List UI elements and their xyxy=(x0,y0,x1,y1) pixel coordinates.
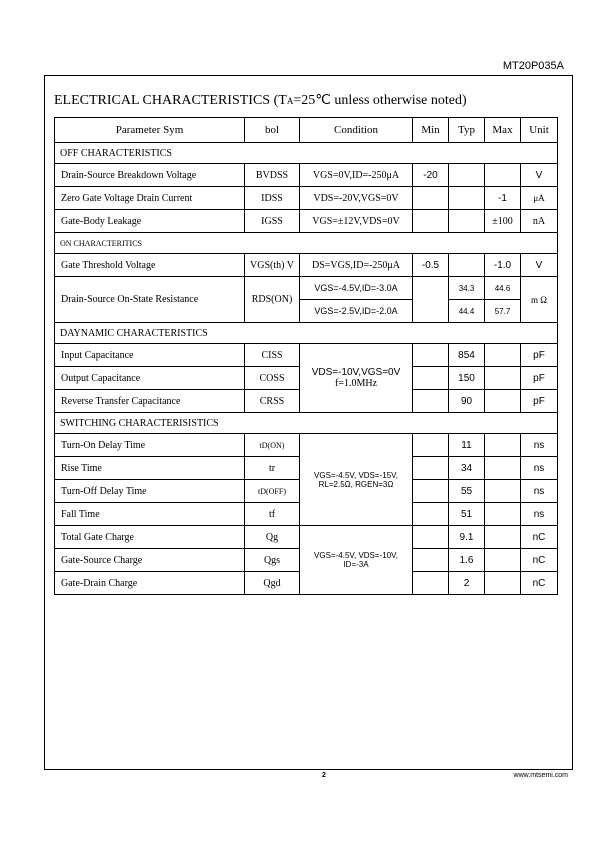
website-url: www.mtsemi.com xyxy=(513,772,568,779)
cond-vgsth: DS=VGS,ID=-250μA xyxy=(300,254,413,277)
section-dynamic: DAYNAMIC CHARACTERISTICS xyxy=(55,323,558,344)
sym-tr: tr xyxy=(245,457,300,480)
sym-vgsth: VGS(th) V xyxy=(245,254,300,277)
unit-qg: nC xyxy=(521,526,558,549)
table-row xyxy=(55,344,558,367)
max-rdson-1: 44.6 xyxy=(485,277,521,300)
unit-crss: pF xyxy=(521,390,558,413)
cond-charge xyxy=(300,526,413,595)
unit-ciss: pF xyxy=(521,344,558,367)
sym-ciss: CISS xyxy=(245,344,300,367)
typ-tf: 51 xyxy=(449,503,485,526)
min-crss xyxy=(413,390,449,413)
max-tdoff xyxy=(485,480,521,503)
typ-rdson-1: 34.3 xyxy=(449,277,485,300)
max-vgsth: -1.0 xyxy=(485,254,521,277)
param-idss: Zero Gate Voltage Drain Current xyxy=(55,187,245,210)
section-heading: ELECTRICAL CHARACTERISTICS (TA=25℃ unless otherwise noted) xyxy=(54,93,467,108)
param-bvdss: Drain-Source Breakdown Voltage xyxy=(55,164,245,187)
max-ciss xyxy=(485,344,521,367)
page-number: 2 xyxy=(322,772,326,779)
min-rdson xyxy=(413,277,449,323)
cond-idss: VDS=-20V,VGS=0V xyxy=(300,187,413,210)
min-qgs xyxy=(413,549,449,572)
min-tr xyxy=(413,457,449,480)
unit-vgsth: V xyxy=(521,254,558,277)
typ-idss xyxy=(449,187,485,210)
sym-idss: IDSS xyxy=(245,187,300,210)
table-row xyxy=(55,277,558,300)
param-qgs: Gate-Source Charge xyxy=(55,549,245,572)
max-rdson-2: 57.7 xyxy=(485,300,521,323)
table-row xyxy=(55,164,558,187)
typ-bvdss xyxy=(449,164,485,187)
cond-igss: VGS=±12V,VDS=0V xyxy=(300,210,413,233)
min-tdon xyxy=(413,434,449,457)
section-switching: SWITCHING CHARACTERISISTICS xyxy=(55,413,558,434)
cond-bvdss: VGS=0V,ID=-250μA xyxy=(300,164,413,187)
param-tdon: Turn-On Delay Time xyxy=(55,434,245,457)
electrical-characteristics-table xyxy=(54,117,558,595)
sym-tdon: tD(ON) xyxy=(245,434,300,457)
max-tf xyxy=(485,503,521,526)
param-ciss: Input Capacitance xyxy=(55,344,245,367)
param-crss: Reverse Transfer Capacitance xyxy=(55,390,245,413)
typ-qgs: 1.6 xyxy=(449,549,485,572)
max-igss: ±100 xyxy=(485,210,521,233)
param-coss: Output Capacitance xyxy=(55,367,245,390)
sym-crss: CRSS xyxy=(245,390,300,413)
param-tdoff: Turn-Off Delay Time xyxy=(55,480,245,503)
min-idss xyxy=(413,187,449,210)
typ-coss: 150 xyxy=(449,367,485,390)
max-tr xyxy=(485,457,521,480)
max-idss: -1 xyxy=(485,187,521,210)
table-row xyxy=(55,210,558,233)
col-header-parameter: Parameter Sym xyxy=(55,118,245,143)
max-qgs xyxy=(485,549,521,572)
unit-idss: μA xyxy=(521,187,558,210)
cond-switching-line2: RL=2.5Ω, RGEN=3Ω xyxy=(318,479,394,489)
param-rdson: Drain-Source On-State Resistance xyxy=(55,277,245,323)
max-coss xyxy=(485,367,521,390)
typ-ciss: 854 xyxy=(449,344,485,367)
min-tdoff xyxy=(413,480,449,503)
sym-bvdss: BVDSS xyxy=(245,164,300,187)
table-row xyxy=(55,526,558,549)
typ-tdoff: 55 xyxy=(449,480,485,503)
col-header-condition: Condition xyxy=(300,118,413,143)
min-vgsth: -0.5 xyxy=(413,254,449,277)
max-tdon xyxy=(485,434,521,457)
typ-qg: 9.1 xyxy=(449,526,485,549)
unit-igss: nA xyxy=(521,210,558,233)
min-coss xyxy=(413,367,449,390)
table-header-row xyxy=(55,118,558,143)
sym-tf: tf xyxy=(245,503,300,526)
typ-crss: 90 xyxy=(449,390,485,413)
cond-switching xyxy=(300,434,413,526)
max-qg xyxy=(485,526,521,549)
typ-vgsth xyxy=(449,254,485,277)
col-header-unit: Unit xyxy=(521,118,558,143)
unit-qgd: nC xyxy=(521,572,558,595)
param-qg: Total Gate Charge xyxy=(55,526,245,549)
max-crss xyxy=(485,390,521,413)
min-qgd xyxy=(413,572,449,595)
cond-rdson-2: VGS=-2.5V,ID=-2.0A xyxy=(300,300,413,323)
col-header-typ: Typ xyxy=(449,118,485,143)
param-qgd: Gate-Drain Charge xyxy=(55,572,245,595)
unit-tdon: ns xyxy=(521,434,558,457)
sym-qgd: Qgd xyxy=(245,572,300,595)
sym-qg: Qg xyxy=(245,526,300,549)
param-igss: Gate-Body Leakage xyxy=(55,210,245,233)
part-number: MT20P035A xyxy=(502,60,564,72)
table-row xyxy=(55,187,558,210)
sym-igss: IGSS xyxy=(245,210,300,233)
unit-tf: ns xyxy=(521,503,558,526)
section-on: ON CHARACTERITICS xyxy=(55,233,558,254)
typ-igss xyxy=(449,210,485,233)
cond-switching-line1: VGS=-4.5V, VDS=-15V, xyxy=(314,470,398,480)
table-row xyxy=(55,434,558,457)
unit-qgs: nC xyxy=(521,549,558,572)
col-header-min: Min xyxy=(413,118,449,143)
min-igss xyxy=(413,210,449,233)
max-qgd xyxy=(485,572,521,595)
typ-rdson-2: 44.4 xyxy=(449,300,485,323)
cond-capacitance-line2: f=1.0MHz xyxy=(334,378,378,389)
col-header-symbol: bol xyxy=(245,118,300,143)
min-tf xyxy=(413,503,449,526)
col-header-max: Max xyxy=(485,118,521,143)
cond-charge-line1: VGS=-4.5V, VDS=-10V, xyxy=(314,551,398,560)
max-bvdss xyxy=(485,164,521,187)
param-vgsth: Gate Threshold Voltage xyxy=(55,254,245,277)
sym-tdoff: tD(OFF) xyxy=(245,480,300,503)
typ-qgd: 2 xyxy=(449,572,485,595)
unit-tdoff: ns xyxy=(521,480,558,503)
typ-tr: 34 xyxy=(449,457,485,480)
sym-qgs: Qgs xyxy=(245,549,300,572)
min-bvdss: -20 xyxy=(413,164,449,187)
cond-charge-line2: ID=-3A xyxy=(343,560,369,569)
unit-tr: ns xyxy=(521,457,558,480)
cond-rdson-1: VGS=-4.5V,ID=-3.0A xyxy=(300,277,413,300)
unit-rdson: m Ω xyxy=(521,277,558,323)
min-qg xyxy=(413,526,449,549)
table-row xyxy=(55,254,558,277)
min-ciss xyxy=(413,344,449,367)
cond-capacitance xyxy=(300,344,413,413)
sym-rdson: RDS(ON) xyxy=(245,277,300,323)
unit-bvdss: V xyxy=(521,164,558,187)
param-tf: Fall Time xyxy=(55,503,245,526)
section-off: OFF CHARACTERISTICS xyxy=(55,143,558,164)
cond-capacitance-line1: VDS=-10V,VGS=0V xyxy=(311,367,401,378)
param-tr: Rise Time xyxy=(55,457,245,480)
typ-tdon: 11 xyxy=(449,434,485,457)
unit-coss: pF xyxy=(521,367,558,390)
sym-coss: COSS xyxy=(245,367,300,390)
